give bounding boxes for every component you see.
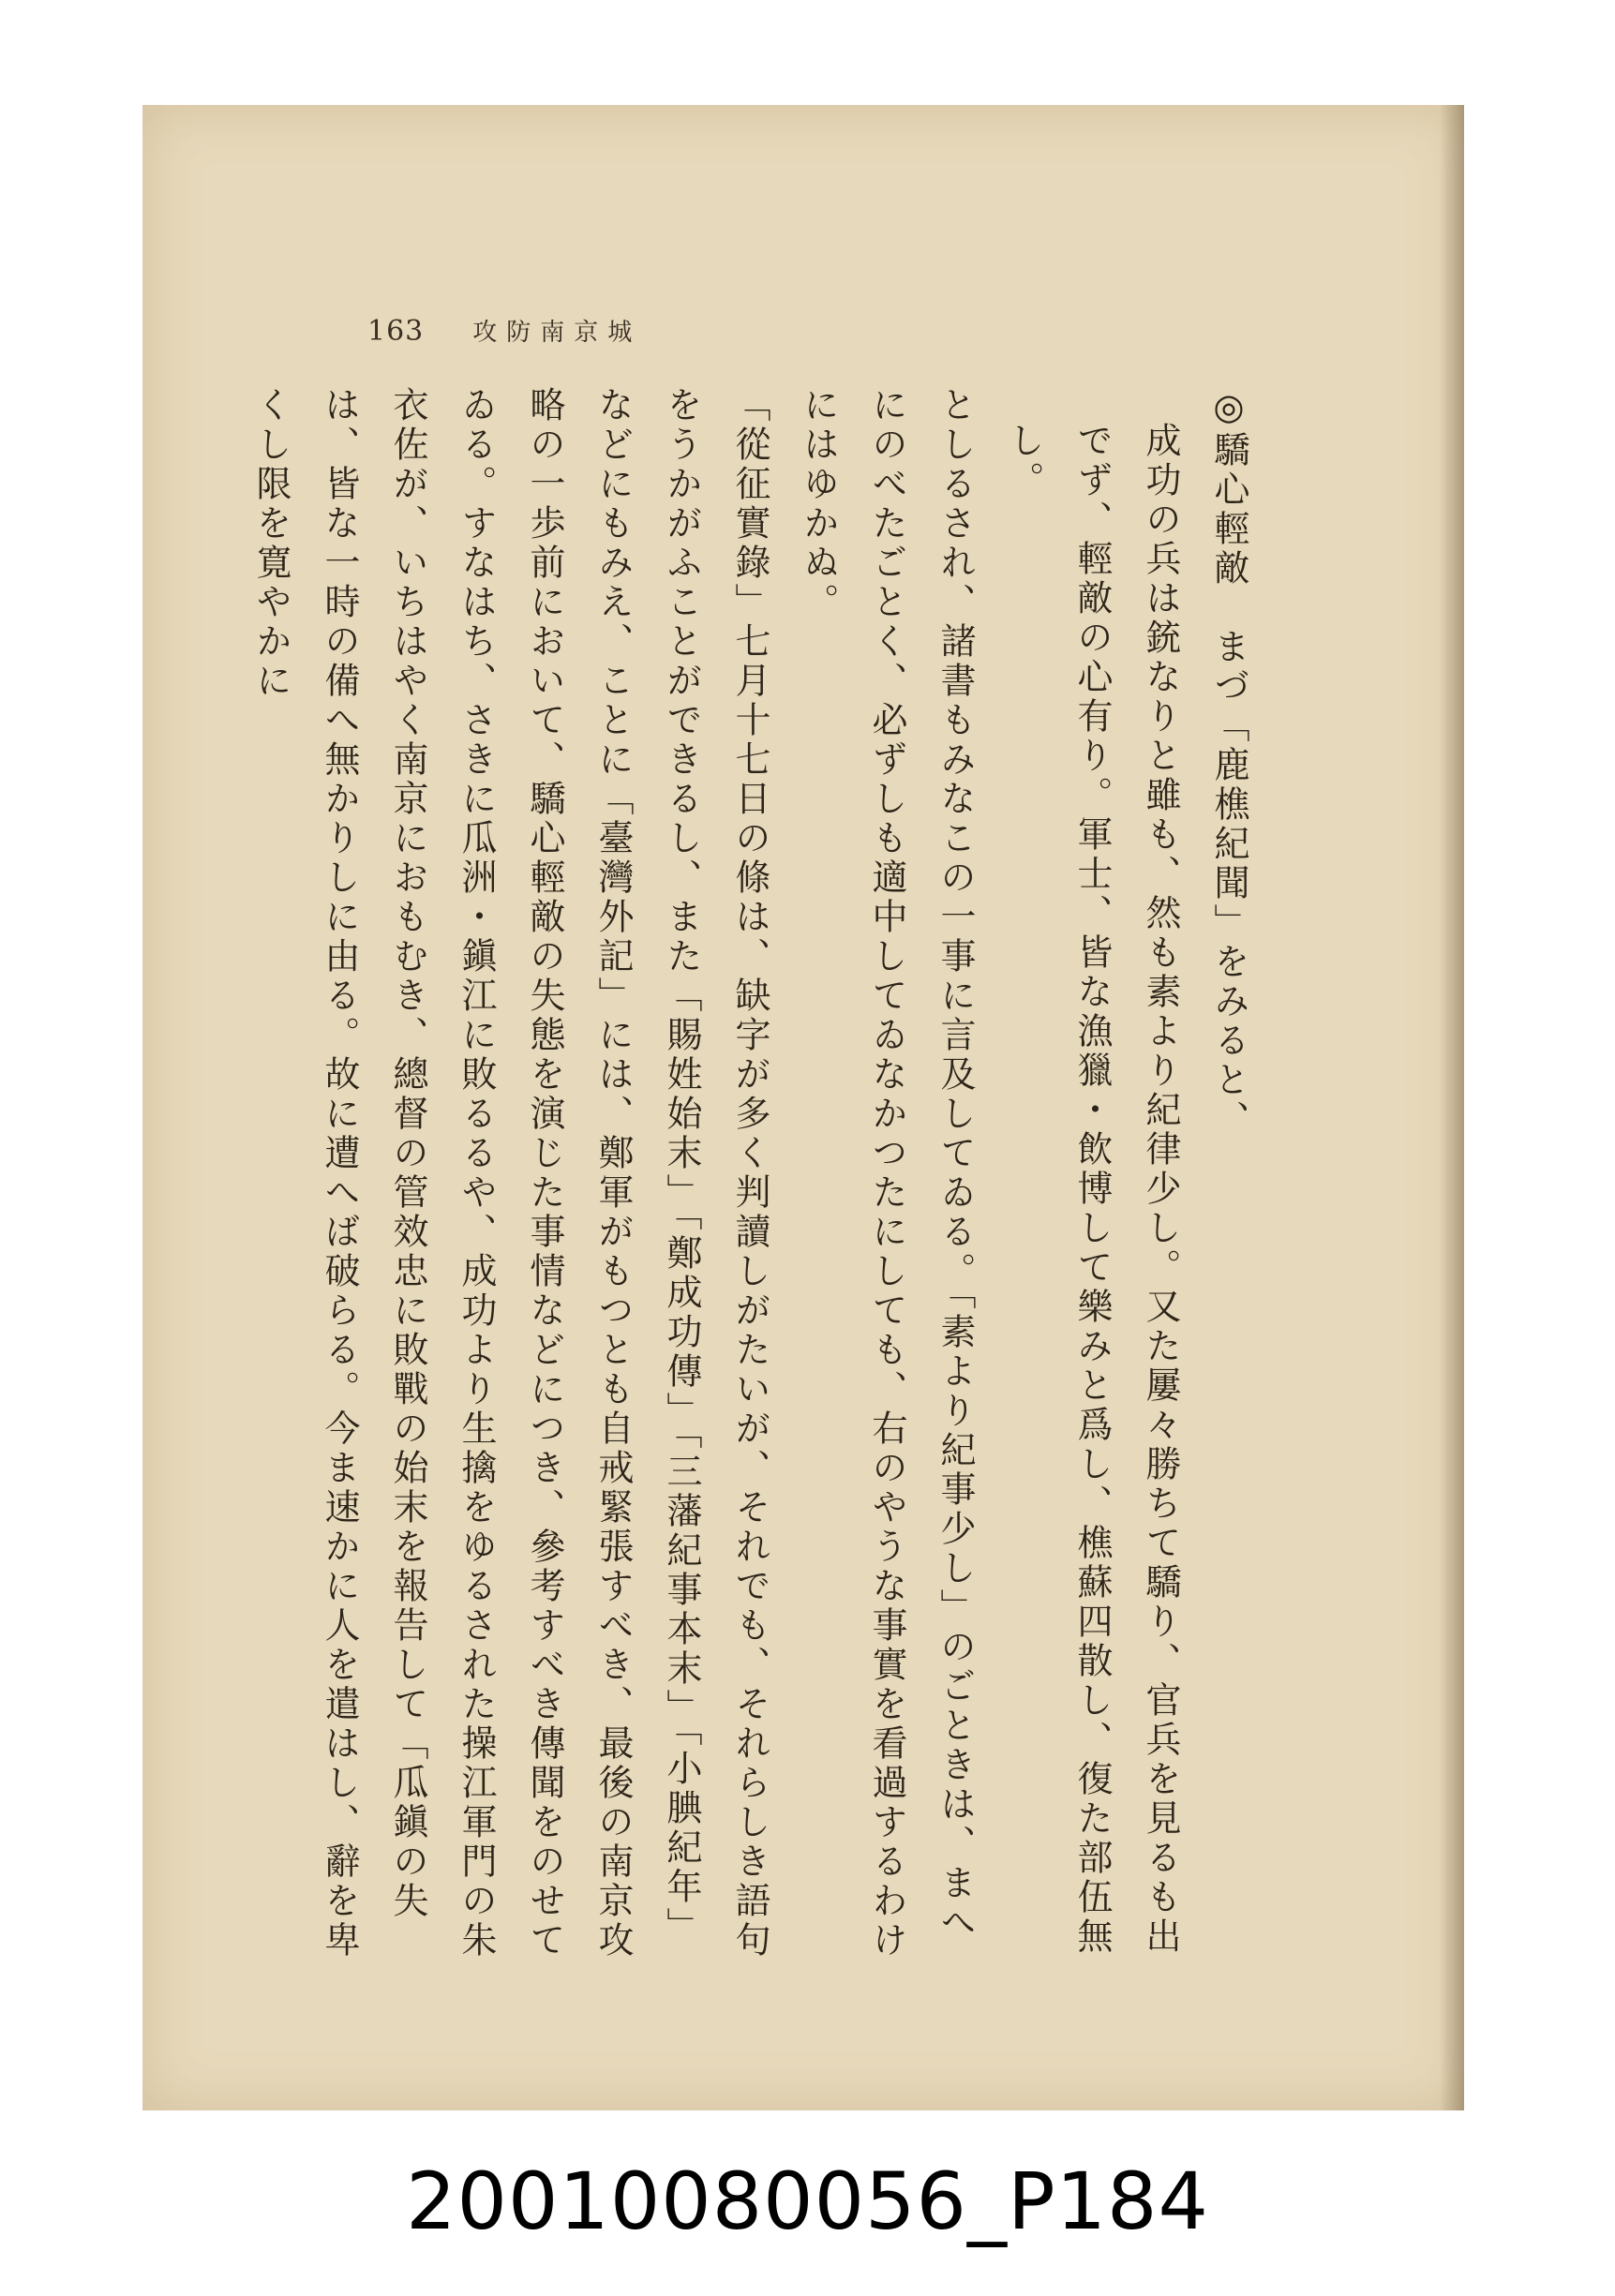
- page-number: 163: [367, 315, 425, 348]
- page-header: [367, 313, 641, 348]
- paragraph-continuation: としるされ、諸書もみなこの一事に言及してゐる。「素より紀事少し」のごときは、まへにのべたごとく、必ずしも適中してゐなかつたにしても、右のやうな事實を看過するわけにはゆかぬ。: [798, 386, 976, 1961]
- vertical-body-text: [236, 386, 1263, 1979]
- book-page: [142, 105, 1464, 2110]
- image-id-caption: 20010080056_P184: [406, 2155, 1209, 2247]
- paragraph-quotation: 成功の兵は銃なりと雖も、然も素より紀律少し。又た屢々勝ちて驕り、官兵を見るも出でず、輕敵の心有り。軍士、皆な漁獵・飲博して樂みと爲し、樵蘇四散し、復た部伍無し。: [1003, 422, 1181, 1957]
- paragraph-section-heading: ◎驕心輕敵 まづ「鹿樵紀聞」をみると、: [1208, 386, 1249, 1140]
- running-head: 攻防南京城: [472, 319, 642, 347]
- paragraph-main: 「從征實錄」七月十七日の條は、缺字が多く判讀しがたいが、それでも、それらしき語句をうかがふことができるし、また「賜姓始末」「鄭成功傳」「三藩紀事本末」「小腆紀年」などにもみえ、ことに「臺灣外記」には、鄭軍がもつとも自戒緊張すべき、最後の南京攻略の一歩前において、驕心輕敵の失態を演じた事情などにつき、參考すべき傳聞をのせてゐる。すなはち、さきに瓜洲・鎭江に敗るるや、成功より生擒をゆるされた操江軍門の朱衣佐が、いちはやく南京におもむき、總督の管效忠に敗戰の始末を報告して「瓜鎭の失は、皆な一時の備へ無かりしに由る。故に遭へば破らる。今ま速かに人を遣はし、辭を卑くし限を寛やかに: [250, 386, 770, 1961]
